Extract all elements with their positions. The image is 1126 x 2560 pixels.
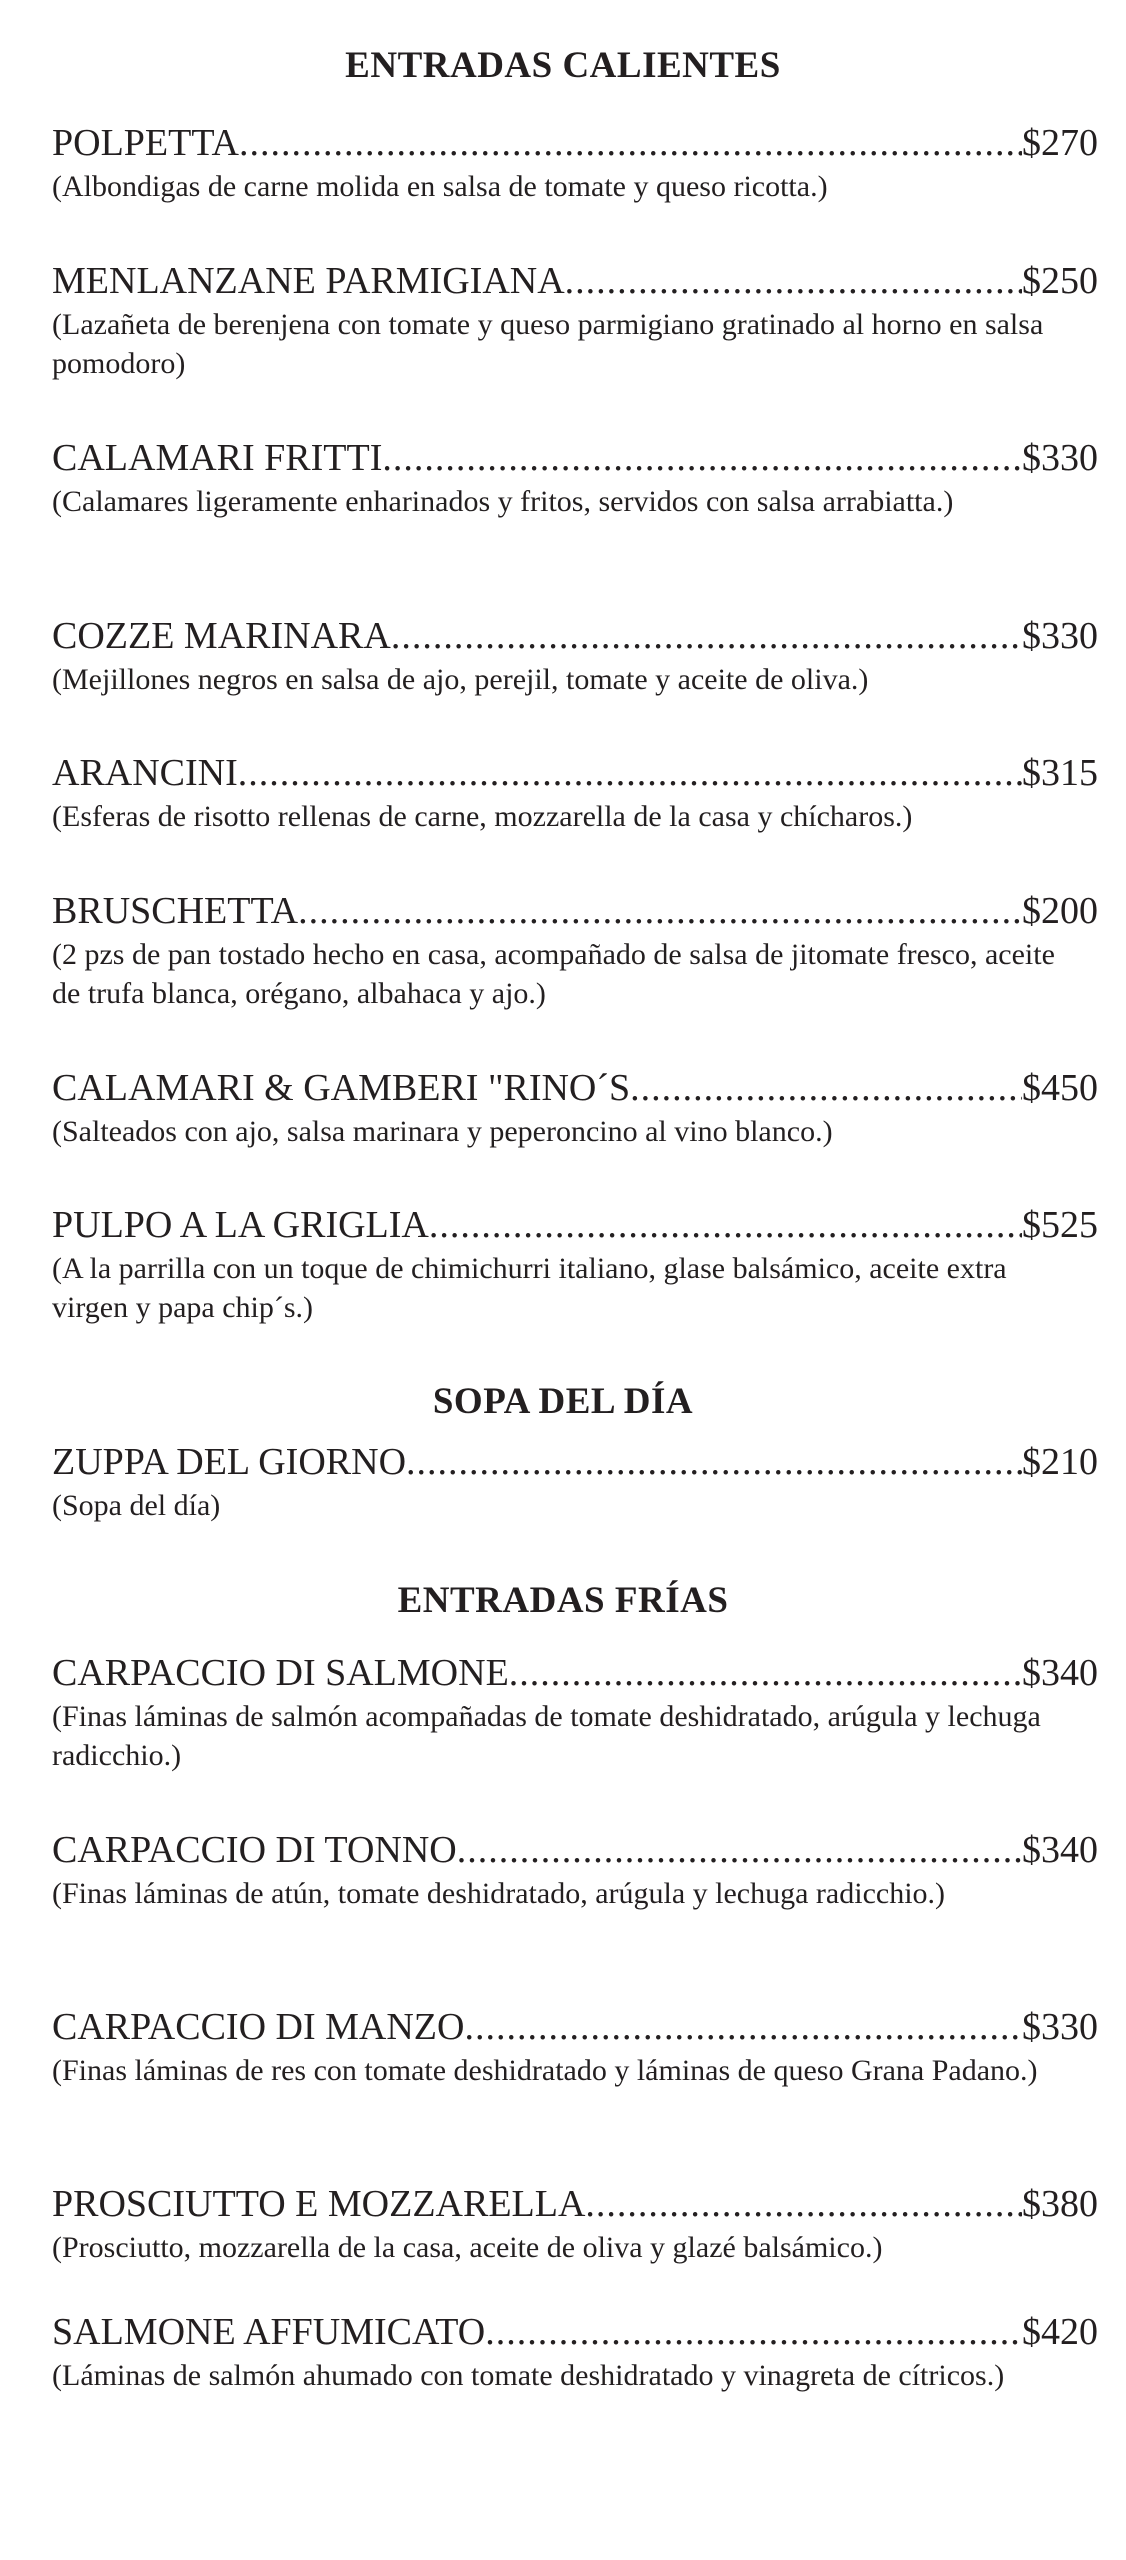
item-price: $340 [1022, 1829, 1098, 1871]
menu-item-pulpo-griglia [52, 1203, 1098, 1327]
item-name: BRUSCHETTA [52, 890, 299, 932]
item-description: (Mejillones negros en salsa de ajo, perejil, tomate y aceite de oliva.) [52, 663, 869, 696]
item-name: COZZE MARINARA [52, 615, 391, 657]
item-name: MENLANZANE PARMIGIANA [52, 260, 565, 302]
item-description: (2 pzs de pan tostado hecho en casa, acompañado de salsa de jitomate fresco, aceite de trufa blanca, orégano, albahaca y ajo.) [52, 938, 1055, 1010]
dot-leader [464, 2005, 1022, 2049]
item-description: (Sopa del día) [52, 1489, 221, 1522]
menu-item-bruschetta [52, 889, 1098, 1013]
dot-leader [429, 1203, 1022, 1247]
dot-leader [239, 121, 1022, 165]
dot-leader [457, 1828, 1022, 1872]
menu-item-salmone-affumicato [52, 2310, 1098, 2395]
dot-leader [238, 751, 1022, 795]
item-price: $270 [1022, 122, 1098, 164]
dot-leader [391, 614, 1022, 658]
item-price: $380 [1022, 2183, 1098, 2225]
menu-item-carpaccio-manzo [52, 2005, 1098, 2090]
item-name: CARPACCIO DI SALMONE [52, 1652, 509, 1694]
item-name: CARPACCIO DI MANZO [52, 2006, 465, 2048]
dot-leader [630, 1066, 1022, 1110]
section-title-entradas-frias: ENTRADAS FRÍAS [397, 1580, 729, 1621]
item-price: $200 [1022, 890, 1098, 932]
item-price: $450 [1022, 1067, 1098, 1109]
menu-item-cozze-marinara [52, 614, 1098, 699]
menu-item-carpaccio-salmone [52, 1651, 1098, 1775]
section-title-entradas-calientes: ENTRADAS CALIENTES [345, 45, 781, 86]
item-description: (Calamares ligeramente enharinados y fritos, servidos con salsa arrabiatta.) [52, 485, 954, 518]
item-price: $340 [1022, 1652, 1098, 1694]
item-name: PROSCIUTTO E MOZZARELLA [52, 2183, 586, 2225]
dot-leader [382, 436, 1022, 480]
item-description: (Finas láminas de res con tomate deshidratado y láminas de queso Grana Padano.) [52, 2054, 1038, 2087]
menu-item-zuppa-del-giorno [52, 1440, 1098, 1525]
dot-leader [485, 2310, 1022, 2354]
item-price: $250 [1022, 260, 1098, 302]
menu-item-arancini [52, 751, 1098, 836]
item-description: (Prosciutto, mozzarella de la casa, aceite de oliva y glazé balsámico.) [52, 2231, 883, 2264]
item-price: $210 [1022, 1441, 1098, 1483]
item-price: $330 [1022, 437, 1098, 479]
item-name: ZUPPA DEL GIORNO [52, 1441, 407, 1483]
item-description: (Salteados con ajo, salsa marinara y peperoncino al vino blanco.) [52, 1115, 833, 1148]
menu-item-polpetta [52, 121, 1098, 206]
menu-item-carpaccio-tonno [52, 1828, 1098, 1913]
item-name: POLPETTA [52, 122, 239, 164]
item-price: $330 [1022, 615, 1098, 657]
dot-leader [509, 1651, 1022, 1695]
item-description: (Finas láminas de salmón acompañadas de tomate deshidratado, arúgula y lechuga radicchio.) [52, 1700, 1041, 1772]
item-name: CARPACCIO DI TONNO [52, 1829, 457, 1871]
item-name: ARANCINI [52, 752, 238, 794]
menu-item-menlanzane-parmigiana [52, 259, 1098, 383]
menu-item-calamari-gamberi [52, 1066, 1098, 1151]
item-price: $330 [1022, 2006, 1098, 2048]
item-name: PULPO A LA GRIGLIA [52, 1204, 429, 1246]
item-description: (Albondigas de carne molida en salsa de tomate y queso ricotta.) [52, 170, 828, 203]
menu-item-prosciutto-mozzarella [52, 2182, 1098, 2267]
dot-leader [585, 2182, 1022, 2226]
dot-leader [406, 1440, 1022, 1484]
item-description: (Finas láminas de atún, tomate deshidratado, arúgula y lechuga radicchio.) [52, 1877, 946, 1910]
item-name: CALAMARI & GAMBERI "RINO´S [52, 1067, 631, 1109]
item-price: $420 [1022, 2311, 1098, 2353]
dot-leader [565, 259, 1022, 303]
item-price: $315 [1022, 752, 1098, 794]
item-description: (Lazañeta de berenjena con tomate y queso parmigiano gratinado al horno en salsa pomodoro) [52, 308, 1044, 380]
item-description: (Láminas de salmón ahumado con tomate deshidratado y vinagreta de cítricos.) [52, 2359, 1005, 2392]
menu-item-calamari-fritti [52, 436, 1098, 521]
item-description: (Esferas de risotto rellenas de carne, mozzarella de la casa y chícharos.) [52, 800, 913, 833]
item-description: (A la parrilla con un toque de chimichurri italiano, glase balsámico, aceite extra virgen y papa chip´s.) [52, 1252, 1007, 1324]
item-name: CALAMARI FRITTI [52, 437, 383, 479]
item-price: $525 [1022, 1204, 1098, 1246]
section-title-sopa-del-dia: SOPA DEL DÍA [432, 1381, 694, 1422]
dot-leader [298, 889, 1022, 933]
item-name: SALMONE AFFUMICATO [52, 2311, 486, 2353]
